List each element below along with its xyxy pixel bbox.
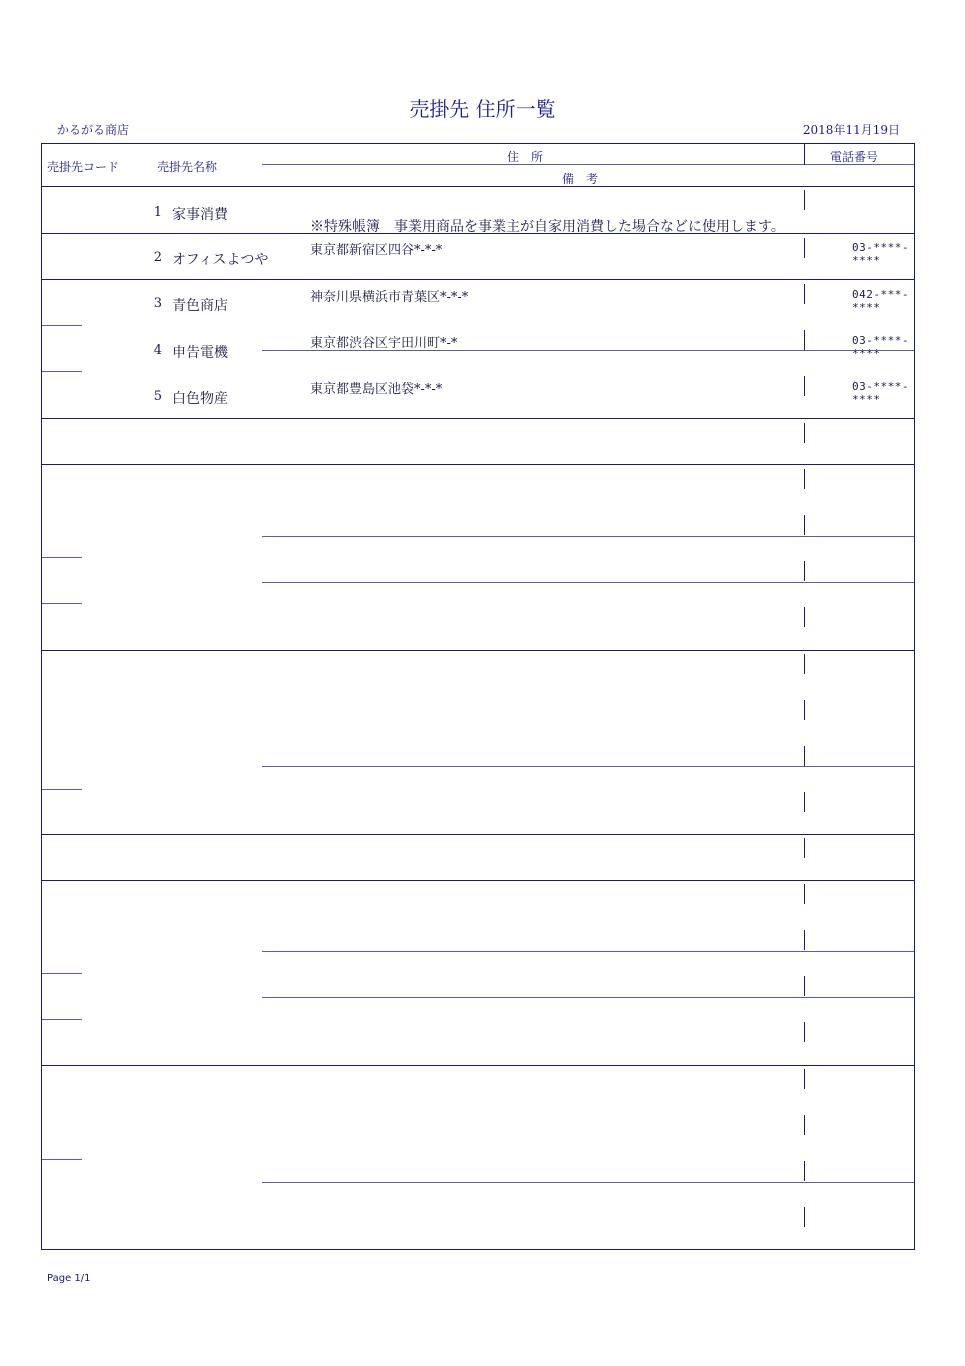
row-2-code: 2	[153, 250, 162, 265]
empty-tick-10c	[804, 746, 805, 766]
row-5-code: 5	[153, 389, 162, 404]
header-remarks: 備 考	[562, 172, 599, 186]
empty-tick-9	[804, 607, 805, 627]
empty-tick-16a	[804, 1069, 805, 1089]
row-3-phone: 042-***-****	[852, 288, 909, 314]
row-4-line-stub	[42, 371, 82, 372]
empty-line-10	[262, 766, 914, 767]
row-3-phone-divider	[804, 284, 805, 304]
row-1-code: 1	[153, 205, 162, 220]
empty-line-13-stub	[42, 973, 82, 974]
table-frame	[41, 143, 915, 1250]
row-1-line	[42, 233, 914, 234]
row-4-name: 申告電機	[172, 345, 228, 361]
empty-tick-15	[804, 1022, 805, 1042]
row-3-address: 神奈川県横浜市青葉区*-*-*	[310, 290, 469, 305]
row-3-code: 3	[153, 296, 162, 311]
row-2-name: オフィスよつや	[172, 252, 269, 268]
empty-line-12	[42, 880, 914, 881]
header-divider	[262, 164, 914, 165]
empty-tick-7a	[804, 469, 805, 489]
row-4-address: 東京都渋谷区宇田川町*-*	[310, 336, 458, 351]
row-3-line-stub	[42, 325, 82, 326]
page-number: Page 1/1	[47, 1273, 91, 1284]
empty-tick-17	[804, 1207, 805, 1227]
empty-line-14-stub	[42, 1019, 82, 1020]
header-bottom-line	[42, 186, 914, 187]
header-name: 売掛先名称	[157, 160, 218, 174]
empty-line-16	[262, 1182, 914, 1183]
row-5-line	[42, 418, 914, 419]
empty-line-11	[42, 834, 914, 835]
row-5-phone-divider	[804, 376, 805, 396]
empty-tick-16c	[804, 1161, 805, 1181]
empty-tick-13b	[804, 930, 805, 950]
empty-tick-11	[804, 792, 805, 812]
empty-line-16-stub	[42, 1159, 82, 1160]
empty-tick-16b	[804, 1115, 805, 1135]
empty-tick-10b	[804, 700, 805, 720]
empty-line-9	[42, 650, 914, 651]
row-1-phone-divider	[804, 190, 805, 210]
row-1-name: 家事消費	[172, 207, 228, 223]
row-4-phone: 03-****-****	[852, 334, 909, 360]
row-4-line	[262, 350, 914, 351]
header-phone-divider	[804, 144, 805, 165]
empty-tick-7b	[804, 515, 805, 535]
row-2-address: 東京都新宿区四谷*-*-*	[310, 243, 443, 258]
row-2-phone-divider	[804, 238, 805, 258]
header-phone: 電話番号	[830, 150, 879, 164]
empty-line-10-stub	[42, 789, 82, 790]
empty-tick-10a	[804, 654, 805, 674]
row-3-name: 青色商店	[172, 298, 228, 314]
company-name: かるがる商店	[57, 123, 130, 137]
empty-line-15	[42, 1065, 914, 1066]
empty-line-6	[42, 464, 914, 465]
row-5-address: 東京都豊島区池袋*-*-*	[310, 382, 443, 397]
empty-line-8	[262, 582, 914, 583]
row-4-code: 4	[153, 343, 162, 358]
header-code: 売掛先コード	[47, 160, 120, 174]
empty-tick-6	[804, 423, 805, 443]
report-date: 2018年11月19日	[802, 123, 900, 137]
row-5-phone: 03-****-****	[852, 380, 909, 406]
row-2-phone: 03-****-****	[852, 241, 909, 267]
empty-line-8-stub	[42, 603, 82, 604]
row-1-note: ※特殊帳簿 事業用商品を事業主が自家用消費した場合などに使用します。	[310, 219, 785, 235]
empty-tick-8	[804, 561, 805, 581]
empty-tick-13a	[804, 884, 805, 904]
empty-line-14	[262, 997, 914, 998]
empty-line-7	[262, 536, 914, 537]
empty-tick-14	[804, 976, 805, 996]
empty-line-7-stub	[42, 557, 82, 558]
row-4-phone-divider	[804, 330, 805, 350]
report-title: 売掛先 住所一覧	[409, 97, 556, 121]
row-5-name: 白色物産	[172, 391, 228, 407]
row-2-line	[42, 279, 914, 280]
empty-line-13	[262, 951, 914, 952]
header-address: 住 所	[507, 150, 544, 164]
empty-tick-12	[804, 838, 805, 858]
